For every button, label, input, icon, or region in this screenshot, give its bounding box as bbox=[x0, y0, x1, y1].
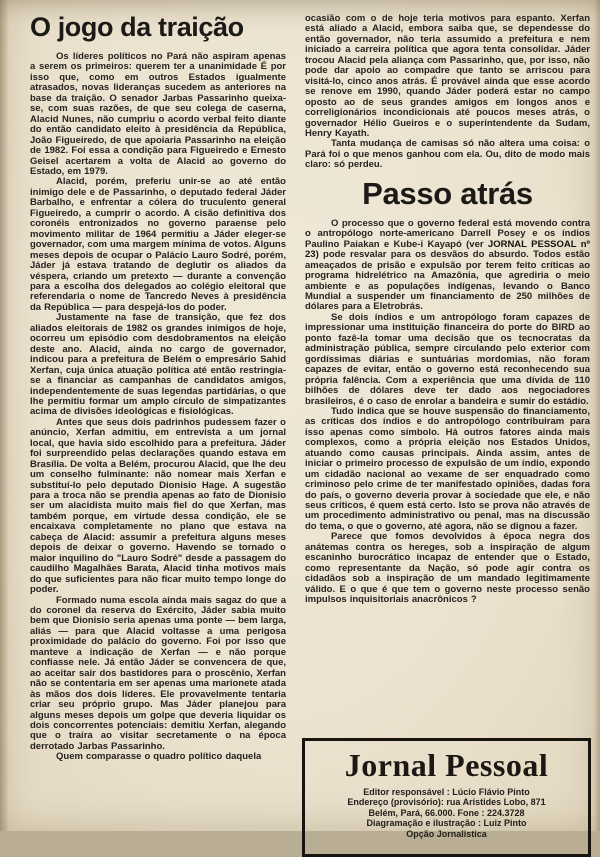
paragraph: Justamente na fase de transição, que fez dos aliados eleitorais de 1982 os grandes inimigos de hoje, ocorreu um episódio com desdobramentos na eleição deste ano. Alacid, ainda no cargo de governador, indicou para a prefeitura de Belém o empresário Sahid Xerfan, cuja única atuação política até então restringia-se a financiar as campanhas de candidatos amigos, independentemente de suas legendas partidárias, o que lhe permitiu formar um amplo círculo de simpatizantes acima de divisões ideológicas e fisiológicas. bbox=[30, 312, 286, 418]
paragraph: Se dois índios e um antropólogo foram capazes de impressionar uma instituição financeira do porte do BIRD ao ponto fazê-la tomar uma decisão que os tecnocratas da administração pública, sempre circulando pelo exterior com gordíssimas diárias e suntuárias mordomias, não foram capazes de evitar, então o governo está reconhecendo sua própria falência. Com a experiência que uma dívida de 110 bilhões de dólares deve ter dado aos negociadores brasileiros, é o caso de enrolar a bandeira e sumir do estádio. bbox=[305, 311, 590, 407]
paragraph: Editor responsável : Lúcio Flávio Pinto bbox=[363, 787, 530, 797]
masthead-box bbox=[302, 738, 591, 857]
right-column bbox=[305, 14, 590, 735]
paragraph: Belém, Pará, 66.000. Fone : 224.3728 bbox=[368, 807, 525, 818]
paragraph: Formado numa escola ainda mais sagaz do que a do coronel da reserva do Exército, Jáder sabia muito bem que Dionisio seria apenas uma ponte — bem larga, aliás — para que Alacid voltasse a uma perigosa proximidade do palácio do governo. Foi por isso que manteve a indicação de Xerfan — e não porque confiasse nele. Já então Jáder se convencera de que, ao aceitar sair dos bastidores para o proscênio, Xerfan não se contentaria em ser apenas uma marionete atada às mãos dos dois líderes. Ele provavelmente tentaria criar seu próprio grupo. Mas Jáder planejou para alguns meses depois um golpe que deveria liquidar os dois concorrentes potenciais: demitiu Xerfan, alegando que o traíra ao visitar secretamente o na época derrotado Jarbas Passarinho. bbox=[30, 594, 286, 752]
article-traicao-continuation bbox=[305, 14, 590, 171]
paragraph: Antes que seus dois padrinhos pudessem fazer o anúncio, Xerfan admitiu, em entrevista a um jornal local, que havia sido escolhido para a prefeitura. Jáder foi surpreendido pelas declarações quando estava em Brasília. De volta a Belém, procurou Alacid, que lhe deu um conselho fulminante: não nomear mais Xerfan e substituí-lo pelo deputado Dionisio Hage. A sugestão para a troca não se prendia apenas ao fato de Dionisio ser um alacidista muito mais fiel do que Xerfan, mas também porque, em virtude dessa condição, ele se encaixava completamente no plano que estava na cabeça de Alacid: assumir a prefeitura alguns meses depois de deixar o governo. Havendo se tornado o maior inquilino do "Lauro Sodré" desde a passagem do caudilho Magalhães Barata, Alacid tinha motivos mais do que suficientes para não ficar muito tempo longe do poder. bbox=[30, 416, 286, 596]
masthead-title: Jornal Pessoal bbox=[344, 747, 549, 783]
paragraph: Tanta mudança de camisas só não altera uma coisa: o Pará foi o que menos ganhou com ela. Ou, dito de modo mais claro: só perdeu. bbox=[305, 138, 590, 171]
paragraph: ocasião com o de hoje teria motivos para espanto. Xerfan está aliado a Alacid, embora saiba que, se dependesse do então governador, não teria assumido a prefeitura e nem iniciado a carreira política que agora tenta consolidar. Jáder trocou Alacid pela aliança com Passarinho, que, por isso, não pode dar apoio ao compadre que tanto se arriscou para visitá-lo, cinco anos atrás. É provável ainda que esse acordo se renove em 1990, quando Jáder poderá estar no campo oposto ao de seus grandes amigos em longos anos e correligionários incondicionais até poucos meses atrás, o governador Hélio Gueiros e o superintendente da Sudam, Henry Kayath. bbox=[305, 13, 590, 139]
masthead-info-lines bbox=[305, 787, 588, 839]
left-column bbox=[30, 12, 286, 827]
article-passo-atras-body bbox=[305, 219, 590, 606]
paragraph: Tudo indica que se houve suspensão do financiamento, as críticas dos índios e do antropólogo contribuiram para isso apenas como símbolo. Há outros fatores ainda mais complexos, como a própria eleição nos Estados Unidos, atuando como causas principais. Ainda assim, antes de iniciar o primeiro processo de expulsão de um índio, expondo um cidadão nacional ao vexame de ser enquadrado como criminoso pelo crime de ter manifestado opiniões, dadas fora do país, o governo deveria provar à sociedade que ele, e não seus críticos, é quem está certo. Isto se prova não através de um procedimento administrativo ou penal, mas na discussão do tema, o que o governo, até agora, não se dignou a fazer. bbox=[305, 405, 590, 532]
paragraph: Opção Jornalistica bbox=[406, 828, 487, 839]
paragraph: Os líderes políticos no Pará não aspiram apenas a serem os primeiros: querem ter a unanimidade É por isso que, como em outros Estados igualmente atrasados, novas lideranças sucedem as anteriores na base da traição. O senador Jarbas Passarinho queixa-se, com suas razões, de que seu colega de caserna, Alacid Nunes, não cumpriu o acordo verbal feito diante do então candidato eleito à presidência da República, João Figueiredo, de que apoiaria Passarinho na eleição de 1982. Foi essa a condição para Figueiredo e Ernesto Geisel acertarem a volta de Alacid ao governo do Estado, em 1979. bbox=[30, 51, 286, 177]
headline-passo-atras: Passo atrás bbox=[362, 175, 533, 211]
paragraph: O processo que o governo federal está movendo contra o antropólogo norte-americano Darrell Posey e os índios Paulino Paiakan e Kube-i Kayapó (ver JORNAL PESSOAL nº 23) pode resvalar para os desvãos do absurdo. Todos estão ameaçados de prisão e expulsão por terem feito críticas ao programa hidrelétrico na Amazônia, que agrediria o meio ambiente e as populações indígenas, levando o Banco Mundial a suspender um financiamento de 250 milhões de dólares para a Eletrobrás. bbox=[305, 217, 590, 313]
paragraph: Alacid, porém, preferiu unir-se ao até então inimigo dele e de Passarinho, o deputado federal Jáder Barbalho, e enfrentar a cólera do truculento general Figueiredo, a cumprir o acordo. A cisão definitiva dos coronéis entronizados no governo paraense pelo movimento militar de 1964 permitiu a Jáder eleger-se governador, com uma margem mínima de votos. Alguns meses depois de ocupar o Palácio Lauro Sodré, porém, Jáder já estava tratando de deglutir os aliados da véspera, criando um pretexto — durante a convenção para a escolha dos delegados ao colégio eleitoral que referendaria o nome de Tancredo Neves à presidência da República — para despejá-los do poder. bbox=[30, 176, 286, 313]
paragraph: Parece que fomos devolvidos à época negra dos anátemas contra os hereges, sob a inspiração de algum escaninho burocrático incapaz de entender que o Estado, como representante da Nação, só pode agir contra os cidadãos sob a inspiração de um mandado legitimamente válido. E o que é que tem o governo neste processo senão impulsos inquisitoriais anacrônicos ? bbox=[305, 531, 590, 606]
article-traicao-body bbox=[30, 52, 286, 763]
paragraph: Diagramação e ilustração : Luiz Pinto bbox=[366, 818, 527, 829]
paragraph: Quem comparasse o quadro político daquela bbox=[56, 751, 262, 763]
headline-o-jogo-da-traicao: O jogo da traição bbox=[30, 12, 244, 42]
paragraph: Endereço (provisório): rua Aristides Lobo, 871 bbox=[347, 797, 546, 808]
